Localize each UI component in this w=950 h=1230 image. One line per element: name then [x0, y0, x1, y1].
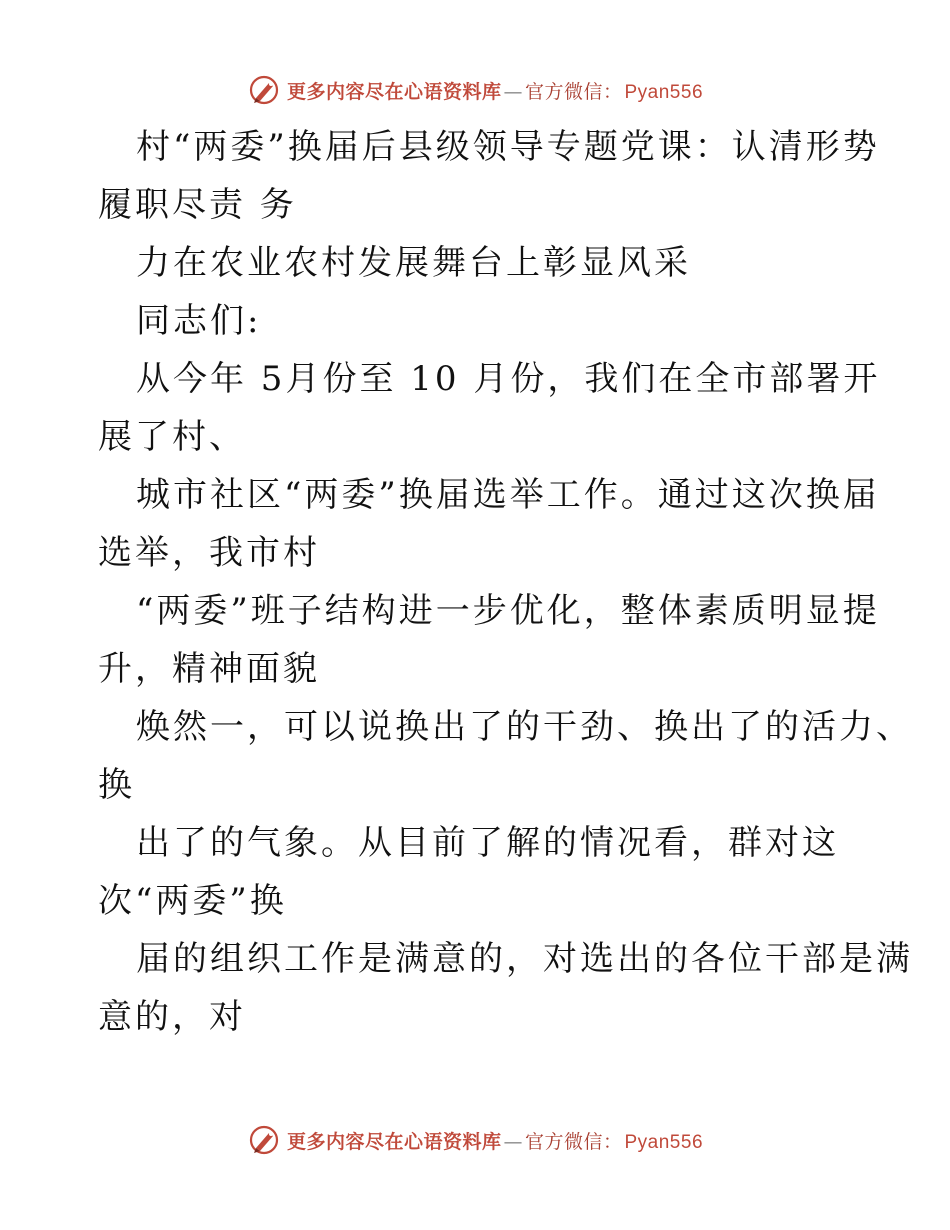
banner-text: [287, 77, 703, 104]
text-line: 村“两委”换届后县级领导专题党课：认清形势: [136, 127, 880, 167]
text-line: 意的，对: [98, 997, 246, 1037]
text-line: 城市社区“两委”换届选举工作。通过这次换届: [136, 475, 880, 515]
banner-wechat-id: Pyan556: [624, 1131, 704, 1153]
text-line: 出了的气象。从目前了解的情况看，群对这: [136, 823, 839, 863]
pen-logo-icon: [247, 73, 281, 107]
text-line: 次“两委”换: [98, 881, 287, 921]
text-line: 从今年 5月份至 10 月份，我们在全市部署开: [136, 359, 881, 399]
text-line: 升，精神面貌: [98, 649, 320, 689]
text-line: 届的组织工作是满意的，对选出的各位干部是满: [136, 939, 913, 979]
pen-logo-icon: [247, 1123, 281, 1157]
banner-content: [247, 1123, 703, 1157]
header-banner: [0, 70, 950, 110]
text-line: 力在农业农村发展舞台上彰显风采: [136, 243, 691, 283]
banner-sub-text: 官方微信：: [524, 80, 623, 103]
banner-main-text: 更多内容尽在心语资料库: [286, 80, 502, 103]
text-line: 换: [98, 765, 135, 805]
text-line: 选举，我市村: [98, 533, 320, 573]
footer-banner: [0, 1120, 950, 1160]
banner-wechat-id: Pyan556: [624, 81, 704, 103]
banner-dash: —: [503, 1130, 523, 1153]
banner-main-text: 更多内容尽在心语资料库: [286, 1130, 502, 1153]
text-line: “两委”班子结构进一步优化，整体素质明显提: [136, 591, 880, 631]
banner-dash: —: [503, 80, 523, 103]
text-line: 同志们:: [136, 301, 262, 341]
banner-sub-text: 官方微信：: [524, 1130, 623, 1153]
text-line: 焕然一，可以说换出了的干劲、换出了的活力、: [136, 707, 913, 747]
text-line: 展了村、: [98, 417, 246, 457]
banner-text: [287, 1127, 703, 1154]
document-body: [98, 118, 913, 1046]
text-line: 履职尽责 务: [98, 185, 297, 225]
banner-content: [247, 73, 703, 107]
